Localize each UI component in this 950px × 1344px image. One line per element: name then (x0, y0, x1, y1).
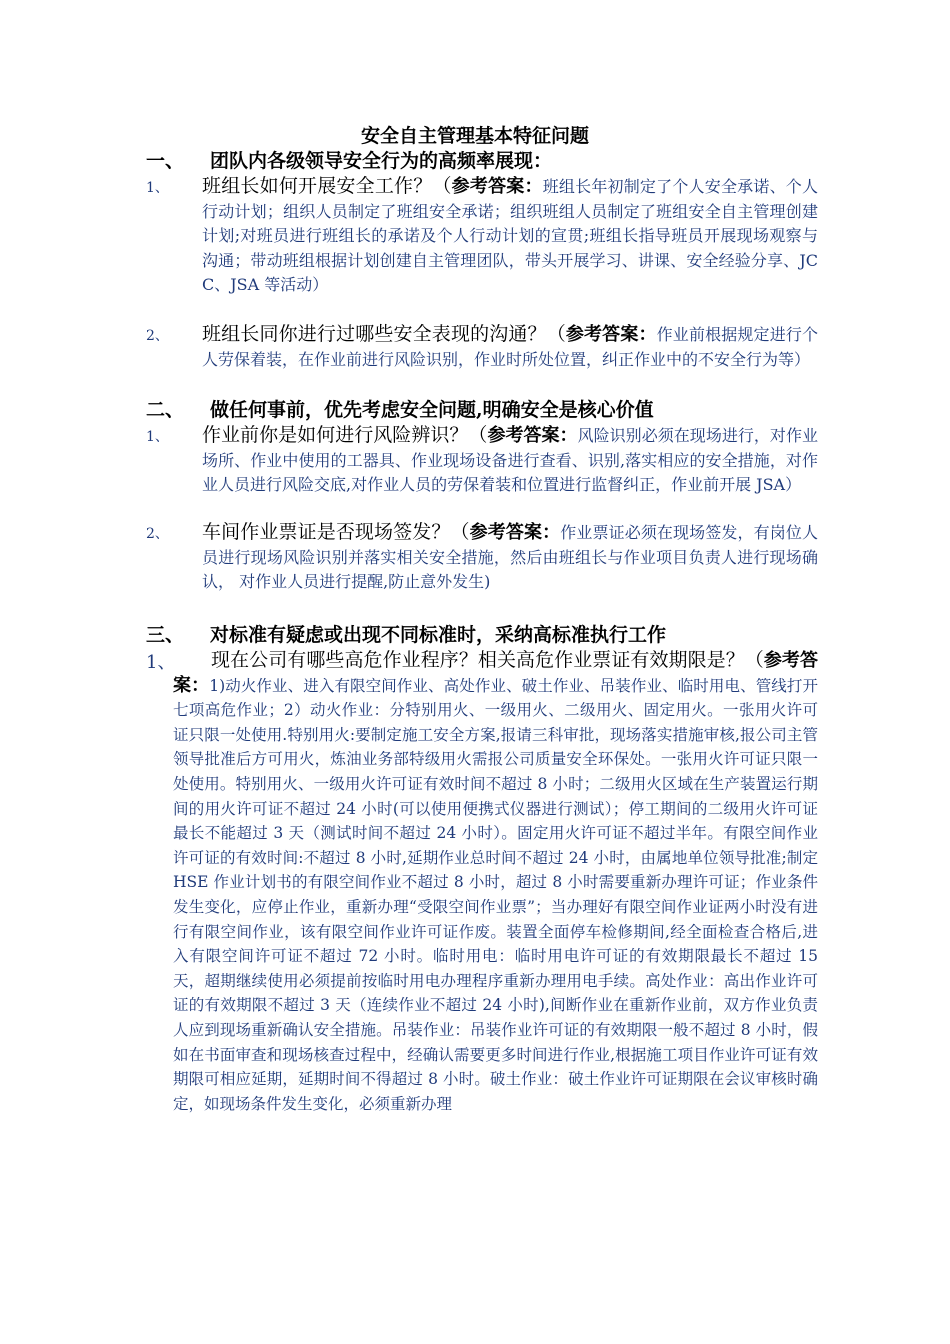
section-title: 团队内各级领导安全行为的高频率展现： (210, 150, 553, 172)
question-number: 1、 (146, 429, 169, 445)
answer-text: 风险识别必须在现场进行，对作业场所、作业中使用的工器具、作业现场设备进行查看、识别,落实相应的安全措施，对作业人员进行风险交底,对作业人员的劳保着装和位置进行监督纠正，作业前开展 JSA） (202, 426, 818, 494)
reference-label: 参考答案： (173, 650, 818, 696)
reference-label: 参考答案： (451, 176, 543, 197)
section-title: 做任何事前，优先考虑安全问题,明确安全是核心价值 (210, 399, 654, 421)
question-body (202, 322, 818, 372)
question-text: 现在公司有哪些高危作业程序？相关高危作业票证有效期限是？（ (211, 649, 764, 671)
section-heading-1 (146, 148, 552, 174)
question-text: 班组长如何开展安全工作？（ (202, 175, 452, 197)
question-number: 1、 (146, 652, 176, 673)
section-number: 一、 (146, 150, 185, 172)
section-title: 对标准有疑虑或出现不同标准时，采纳高标准执行工作 (210, 624, 667, 646)
answer-text: 1)动火作业、进入有限空间作业、高处作业、破土作业、吊装作业、临时用电、管线打开七项高危作业；2）动火作业：分特别用火、一级用火、二级用火、固定用火。一张用火许可证只限一处使用.特别用火:要制定施工安全方案,报请三科审批，现场落实措施审核,报公司主管领导批准后方可用火，炼油业务部特级用火需报公司质量安全环保处。一张用火许可证只限一处使用。特别用火、一级用火许可证有效时间不超过 8 小时；二级用火区域在生产装置运行期间的用火许可证不超过 24 小时(可以使用便携式仪器进行测试）；停工期间的二级用火许可证最长不能超过 3 天（测试时间不超过 24 小时）。固定用火许可证不超过半年。有限空间作业许可证的有效时间:不超过 8 小时,延期作业总时间不超过 24 小时，由属地单位领导批准;制定 HSE 作业计划书的有限空间作业不超过 8 小时，超过 8 小时需要重新办理许可证；作业条件发生变化，应停止作业，重新办理“受限空间作业票”；当办理好有限空间作业证两小时没有进行有限空间作业，该有限空间作业许可证作废。装置全面停车检修期间,经全面检查合格后,进入有限空间许可证不超过 72 小时。临时用电：临时用电许可证的有效期限最长不超过 15 天，超期继续使用必须提前按临时用电办理程序重新办理用电手续。高处作业：高出作业许可证的有效期限不超过 3 天（连续作业不超过 24 小时),间断作业在重新作业前，双方作业负责人应到现场重新确认安全措施。吊装作业：吊装作业许可证的有效期限一般不超过 8 小时，假如在书面审查和现场核查过程中，经确认需要更多时间进行作业,根据施工项目作业许可证有效期限可相应延期，延期时间不得超过 8 小时。破土作业：破土作业许可证期限在会议审核时确定，如现场条件发生变化，必须重新办理 (173, 676, 819, 1113)
answer-text: 作业票证必须在现场签发，有岗位人员进行现场风险识别并落实相关安全措施，然后由班组长与作业项目负责人进行现场确认， 对作业人员进行提醒,防止意外发生) (202, 523, 818, 591)
question-text: 班组长同你进行过哪些安全表现的沟通？（ (202, 323, 566, 345)
question-body (202, 174, 818, 298)
question-number: 2、 (146, 328, 169, 344)
document-title: 安全自主管理基本特征问题 (360, 125, 589, 147)
question-body (202, 520, 818, 595)
reference-label: 参考答案： (487, 425, 578, 446)
question-text: 作业前你是如何进行风险辨识？（ (202, 424, 488, 446)
section-heading-2 (146, 397, 654, 423)
answer-text: 班组长年初制定了个人安全承诺、个人行动计划；组织人员制定了班组安全承诺；组织班组人员制定了班组安全自主管理创建计划;对班员进行班组长的承诺及个人行动计划的宣贯;班组长指导班员开展现场观察与沟通；带动班组根据计划创建自主管理团队，带头开展学习、讲课、安全经验分享、JCC、JSA 等活动） (202, 177, 818, 294)
question-body (202, 423, 818, 498)
section-number: 二、 (146, 399, 185, 421)
question-body (173, 648, 818, 1116)
question-number: 2、 (146, 526, 169, 542)
answer-text: 作业前根据规定进行个人劳保着装，在作业前进行风险识别，作业时所处位置，纠正作业中的不安全行为等） (202, 325, 818, 369)
question-number: 1、 (146, 180, 169, 196)
section-number: 三、 (146, 624, 185, 646)
reference-label: 参考答案： (565, 324, 657, 345)
section-heading-3 (146, 622, 666, 648)
question-text: 车间作业票证是否现场签发？（ (202, 521, 470, 543)
reference-label: 参考答案： (469, 522, 561, 543)
